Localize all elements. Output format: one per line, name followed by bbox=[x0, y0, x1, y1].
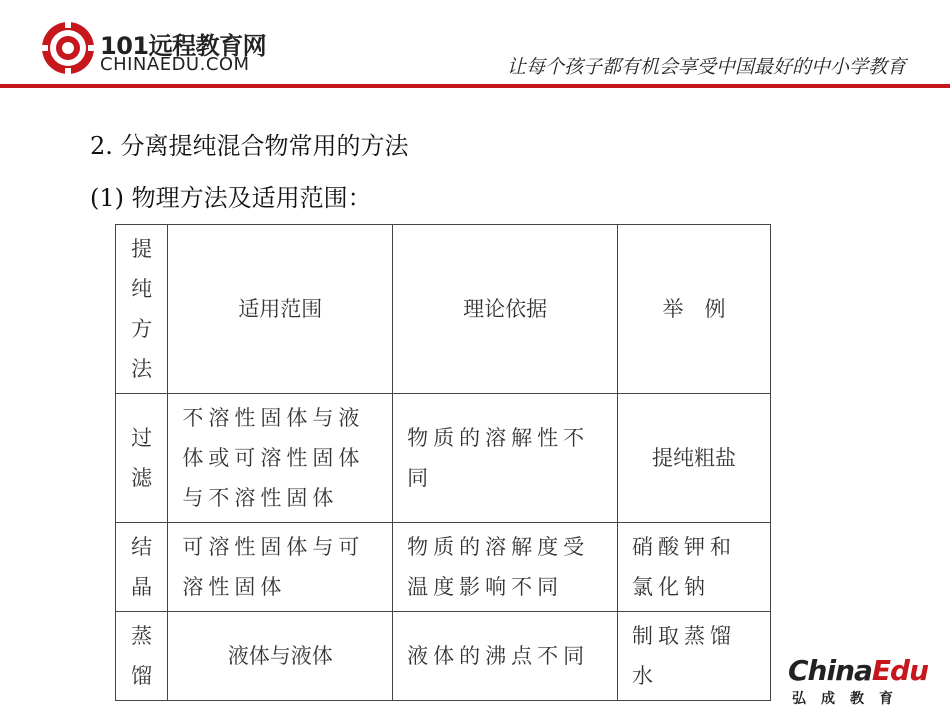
brand-name-part2: Edu bbox=[871, 654, 929, 687]
header-basis: 理论依据 bbox=[393, 225, 618, 394]
basis-cell: 物质的溶解性不同 bbox=[393, 394, 618, 523]
brand-logo bbox=[788, 654, 929, 710]
basis-cell: 液体的沸点不同 bbox=[393, 612, 618, 701]
section-heading: 2. 分离提纯混合物常用的方法 bbox=[90, 132, 409, 160]
brand-name-part1: China bbox=[788, 654, 872, 687]
method-cell: 结晶 bbox=[116, 523, 168, 612]
header-method: 提纯方法 bbox=[116, 225, 168, 394]
subsection-heading: (1) 物理方法及适用范围： bbox=[90, 184, 372, 212]
header bbox=[0, 0, 950, 84]
logo-domain: CHINAEDU.COM bbox=[100, 54, 250, 75]
basis-cell: 物质的溶解度受温度影响不同 bbox=[393, 523, 618, 612]
table-row bbox=[116, 523, 771, 612]
site-logo[interactable] bbox=[40, 20, 267, 80]
logo-name: 101远程教育网 bbox=[100, 32, 267, 60]
scope-cell: 不溶性固体与液体或可溶性固体与不溶性固体 bbox=[168, 394, 393, 523]
table-row bbox=[116, 394, 771, 523]
method-cell: 过滤 bbox=[116, 394, 168, 523]
logo-mark-icon bbox=[40, 20, 96, 76]
brand-name bbox=[788, 654, 928, 687]
brand-sub: 弘成教育 bbox=[792, 691, 908, 707]
method-cell: 蒸馏 bbox=[116, 612, 168, 701]
scope-cell: 液体与液体 bbox=[168, 612, 393, 701]
header-divider bbox=[0, 84, 950, 88]
slogan: 让每个孩子都有机会享受中国最好的中小学教育 bbox=[506, 56, 906, 78]
example-cell: 提纯粗盐 bbox=[618, 394, 771, 523]
header-example: 举 例 bbox=[618, 225, 771, 394]
scope-cell: 可溶性固体与可溶性固体 bbox=[168, 523, 393, 612]
table-row bbox=[116, 612, 771, 701]
methods-table bbox=[115, 224, 771, 701]
example-cell: 制取蒸馏水 bbox=[618, 612, 771, 701]
table-header-row bbox=[116, 225, 771, 394]
header-scope: 适用范围 bbox=[168, 225, 393, 394]
example-cell: 硝酸钾和氯化钠 bbox=[618, 523, 771, 612]
